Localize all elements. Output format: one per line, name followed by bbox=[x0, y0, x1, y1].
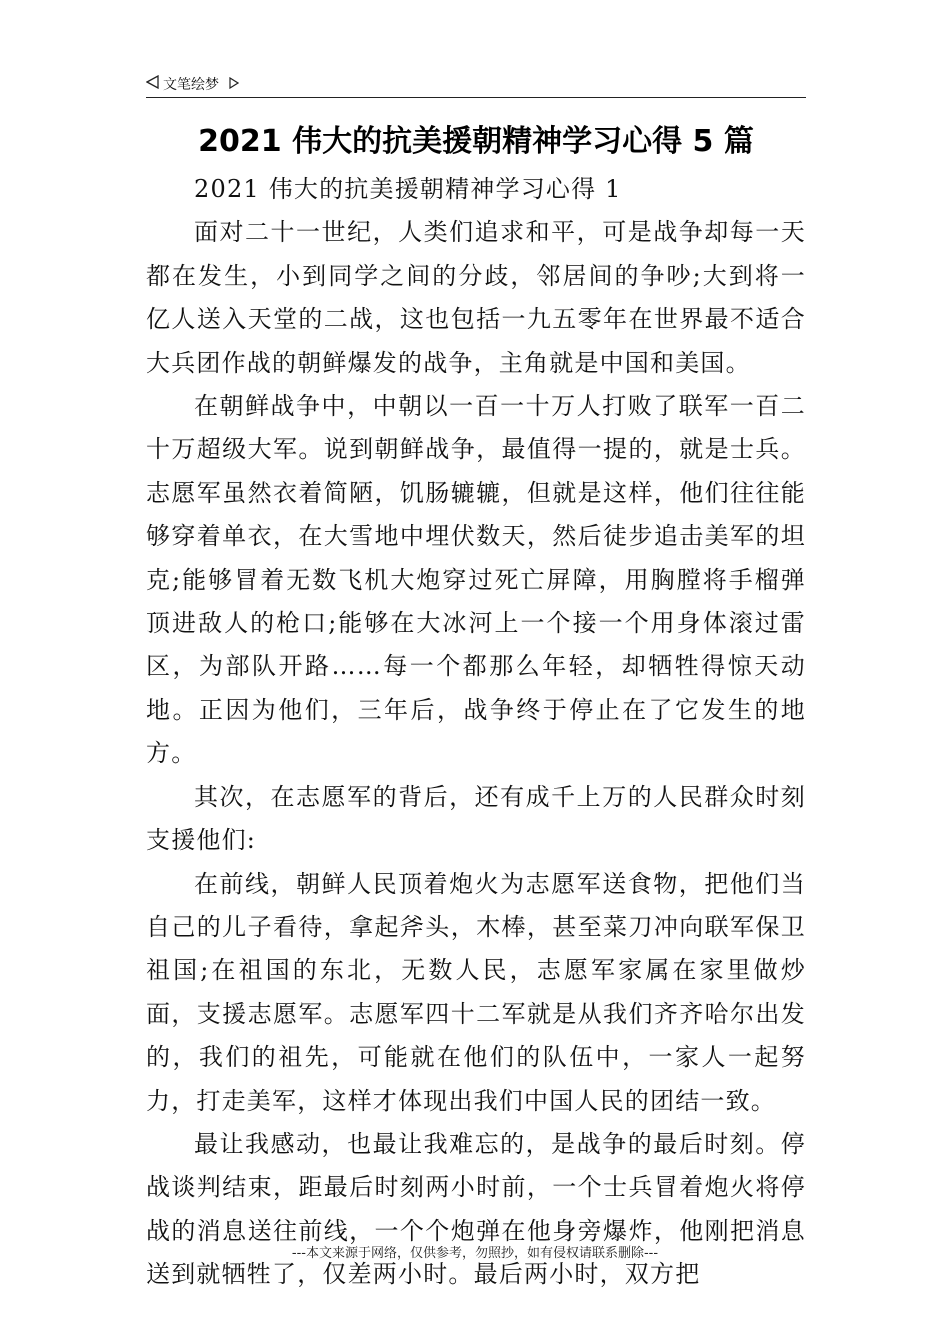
document-body bbox=[146, 168, 806, 1297]
page-footer: ---本文来源于网络，仅供参考，勿照抄，如有侵权请联系删除--- bbox=[291, 1246, 659, 1261]
triangle-right-icon bbox=[229, 74, 239, 96]
paragraph: 在朝鲜战争中，中朝以一百一十万人打败了联军一百二十万超级大军。说到朝鲜战争，最值得一提的，就是士兵。志愿军虽然衣着简陋，饥肠辘辘，但就是这样，他们往往能够穿着单衣，在大雪地中埋伏数天，然后徒步追击美军的坦克;能够冒着无数飞机大炮穿过死亡屏障，用胸膛将手榴弹顶进敌人的枪口;能够在大冰河上一个接一个用身体滚过雷区，为部队开路……每一个都那么年轻，却牺牲得惊天动地。正因为他们，三年后，战争终于停止在了它发生的地方。 bbox=[146, 392, 806, 768]
document-title: 2021 伟大的抗美援朝精神学习心得 5 篇 bbox=[198, 124, 754, 159]
paragraph: 其次，在志愿军的背后，还有成千上万的人民群众时刻支援他们: bbox=[146, 782, 806, 855]
section-subtitle: 2021 伟大的抗美援朝精神学习心得 1 bbox=[194, 175, 622, 203]
paragraph: 面对二十一世纪，人类们追求和平，可是战争却每一天都在发生，小到同学之间的分歧，邻居间的争吵;大到将一亿人送入天堂的二战，这也包括一九五零年在世界最不适合大兵团作战的朝鲜爆发的战争，主角就是中国和美国。 bbox=[146, 218, 806, 377]
header-text: 文笔绘梦 bbox=[163, 77, 219, 93]
header-divider bbox=[146, 97, 806, 98]
paragraph: 最让我感动，也最让我难忘的，是战争的最后时刻。停战谈判结束，距最后时刻两小时前，一个士兵冒着炮火将停战的消息送往前线，一个个炮弹在他身旁爆炸，他刚把消息送到就牺牲了，仅差两小时。最后两小时，双方把 bbox=[146, 1129, 806, 1289]
page-header bbox=[146, 74, 806, 96]
paragraph: 在前线，朝鲜人民顶着炮火为志愿军送食物，把他们当自己的儿子看待，拿起斧头，木棒，甚至菜刀冲向联军保卫祖国;在祖国的东北，无数人民，志愿军家属在家里做炒面，支援志愿军。志愿军四十二军就是从我们齐齐哈尔出发的，我们的祖先，可能就在他们的队伍中，一家人一起努力，打走美军，这样才体现出我们中国人民的团结一致。 bbox=[146, 869, 806, 1115]
triangle-left-icon bbox=[146, 74, 159, 96]
